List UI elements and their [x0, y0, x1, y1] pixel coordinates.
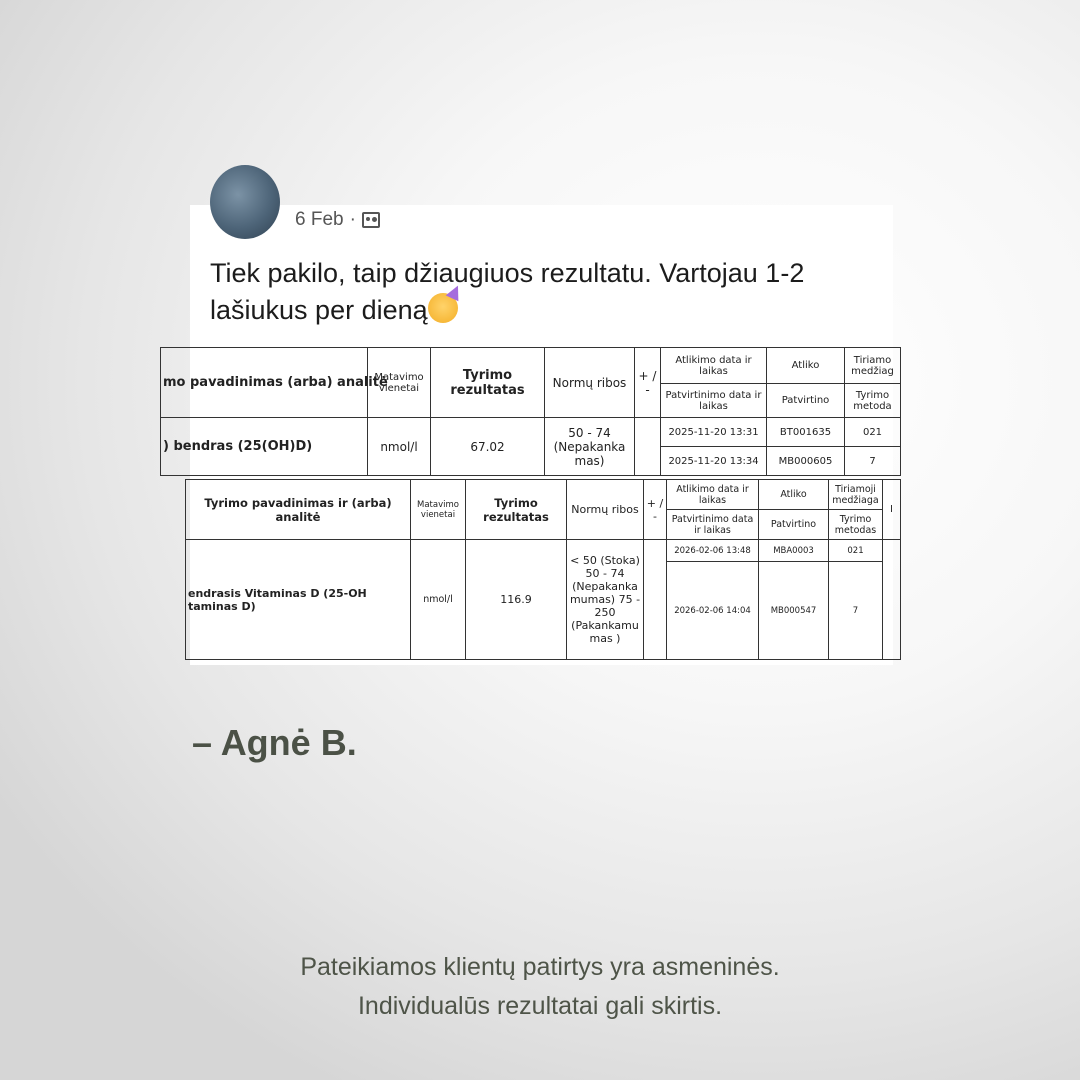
col-header-unit: Matavimo vienetai — [411, 480, 466, 540]
post-text — [210, 255, 890, 329]
col-header-confirmed: Patvirtinimo data ir laikas — [667, 510, 759, 540]
col-header-confirmed-by: Patvirtino — [767, 384, 845, 418]
meta-separator: · — [349, 209, 356, 230]
col-header-confirmed-by: Patvirtino — [759, 510, 829, 540]
post-screenshot — [163, 205, 894, 665]
col-header-flag: + / - — [644, 480, 667, 540]
disclaimer-line-1: Pateikiamos klientų patirtys yra asmeninės. — [300, 953, 780, 981]
performed-date: 2026-02-06 13:48 — [667, 540, 759, 562]
col-header-performed-by: Atliko — [767, 348, 845, 384]
col-header-norm: Normų ribos — [545, 348, 635, 418]
performed-by: MBA0003 — [759, 540, 829, 562]
col-header-flag: + / - — [635, 348, 661, 418]
col-header-name: mo pavadinimas (arba) analitė — [161, 348, 368, 418]
col-header-unit: Matavimo vienetai — [368, 348, 431, 418]
lab-results-table-1 — [160, 347, 901, 476]
col-header-confirmed: Patvirtinimo data ir laikas — [661, 384, 767, 418]
result-flag — [635, 418, 661, 476]
extra-cell — [883, 540, 901, 660]
method-code: 7 — [845, 447, 901, 476]
method-code: 7 — [829, 562, 883, 660]
avatar — [210, 165, 280, 239]
disclaimer-line-2: Individualūs rezultatai gali skirtis. — [357, 992, 723, 1020]
result-flag — [644, 540, 667, 660]
partying-face-emoji-icon — [428, 293, 458, 323]
col-header-performed: Atlikimo data ir laikas — [661, 348, 767, 384]
material-code: 021 — [829, 540, 883, 562]
post-date: 6 Feb — [295, 209, 344, 230]
post-meta — [295, 209, 380, 231]
result-unit: nmol/l — [411, 540, 466, 660]
result-name: ) bendras (25(OH)D) — [161, 418, 368, 476]
col-header-method: Tyrimo metoda — [845, 384, 901, 418]
post-body: Tiek pakilo, taip džiaugiuos rezultatu. Vartojau 1-2 lašiukus per dieną — [210, 258, 805, 325]
result-value: 67.02 — [431, 418, 545, 476]
col-header-performed: Atlikimo data ir laikas — [667, 480, 759, 510]
confirmed-date: 2025-11-20 13:34 — [661, 447, 767, 476]
performed-date: 2025-11-20 13:31 — [661, 418, 767, 447]
confirmed-by: MB000547 — [759, 562, 829, 660]
performed-by: BT001635 — [767, 418, 845, 447]
result-norm: < 50 (Stoka) 50 - 74 (Nepakanka mumas) 75 - 250 (Pakankamu mas ) — [567, 540, 644, 660]
col-header-material: Tiriamo medžiag — [845, 348, 901, 384]
col-header-extra: I — [883, 480, 901, 540]
col-header-result: Tyrimo rezultatas — [431, 348, 545, 418]
disclaimer — [0, 948, 1080, 1026]
result-name: endrasis Vitaminas D (25-OH taminas D) — [186, 540, 411, 660]
result-unit: nmol/l — [368, 418, 431, 476]
testimonial-author: – Agnė B. — [192, 722, 357, 763]
group-icon — [362, 212, 380, 228]
col-header-norm: Normų ribos — [567, 480, 644, 540]
lab-results-table-2 — [185, 479, 901, 660]
result-value: 116.9 — [466, 540, 567, 660]
material-code: 021 — [845, 418, 901, 447]
col-header-name: Tyrimo pavadinimas ir (arba) analitė — [186, 480, 411, 540]
confirmed-by: MB000605 — [767, 447, 845, 476]
result-norm: 50 - 74 (Nepakanka mas) — [545, 418, 635, 476]
col-header-material: Tiriamoji medžiaga — [829, 480, 883, 510]
col-header-method: Tyrimo metodas — [829, 510, 883, 540]
col-header-result: Tyrimo rezultatas — [466, 480, 567, 540]
col-header-performed-by: Atliko — [759, 480, 829, 510]
confirmed-date: 2026-02-06 14:04 — [667, 562, 759, 660]
